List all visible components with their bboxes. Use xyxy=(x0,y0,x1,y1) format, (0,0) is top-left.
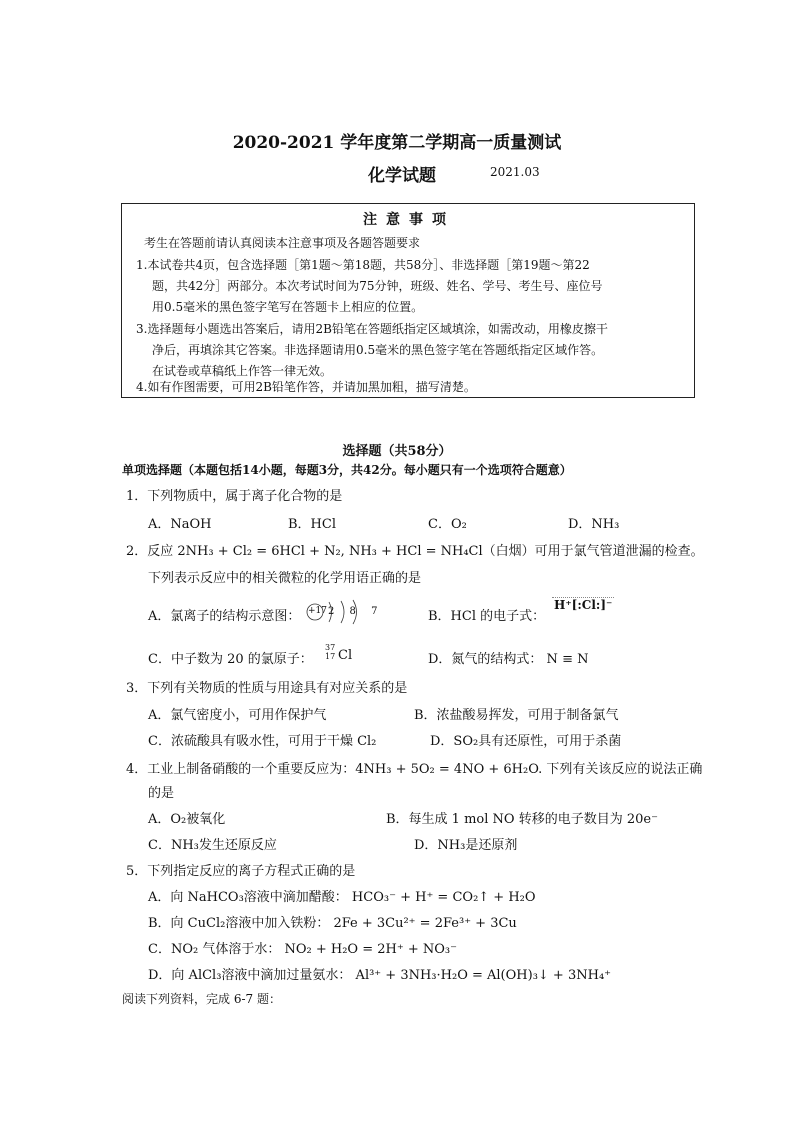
q3-option-b: B．浓盐酸易挥发，可用于制备氯气 xyxy=(414,708,619,723)
notice-line: 题，共42分］两部分。本次考试时间为75分钟，班级、姓名、学号、考生号、座位号 xyxy=(152,279,603,293)
q5-option-a: A．向 NaHCO₃溶液中滴加醋酸： HCO₃⁻ + H⁺ = CO₂↑ + H₂O xyxy=(148,890,536,905)
shell-labels: 2 8 7 xyxy=(328,606,384,617)
notice-heading: 注意事项 xyxy=(363,212,455,228)
hcl-electron-formula: H⁺[:Cl:]⁻ xyxy=(554,598,613,612)
notice-line: 考生在答题前请认真阅读本注意事项及各题答题要求 xyxy=(144,236,421,250)
q5-stem: 5．下列指定反应的离子方程式正确的是 xyxy=(126,864,356,879)
exam-subtitle: 化学试题 xyxy=(368,166,436,186)
q1-option-d: D．NH₃ xyxy=(568,517,620,532)
exam-title: 2020-2021 学年度第二学期高一质量测试 xyxy=(232,133,562,153)
notice-line: 3.选择题每小题选出答案后，请用2B铅笔在答题纸指定区域填涂，如需改动，用橡皮擦干 xyxy=(136,322,608,336)
notice-line: 在试卷或草稿纸上作答一律无效。 xyxy=(152,364,333,378)
reading-instruction: 阅读下列资料，完成 6-7 题： xyxy=(122,992,281,1006)
q1-option-a: A．NaOH xyxy=(148,517,212,532)
q2-option-c: C．中子数为 20 的氯原子： xyxy=(148,652,313,667)
isotope-numbers: 37 17 xyxy=(325,643,336,661)
q3-option-c: C．浓硫酸具有吸水性，可用于干燥 Cl₂ xyxy=(148,734,377,749)
q1-option-b: B．HCl xyxy=(288,517,336,532)
q3-option-a: A．氯气密度小，可用作保护气 xyxy=(148,708,327,723)
q2-option-b: B．HCl 的电子式： xyxy=(428,609,546,624)
notice-line: 4.如有作图需要，可用2B铅笔作答，并请加黑加粗，描写清楚。 xyxy=(136,380,476,394)
section-title: 选择题（共58分） xyxy=(342,444,452,459)
notice-line: 净后，再填涂其它答案。非选择题请用0.5毫米的黑色签字笔在答题纸指定区域作答。 xyxy=(152,343,604,357)
notice-box xyxy=(121,203,695,398)
q4-option-a: A．O₂被氧化 xyxy=(148,812,226,827)
q5-option-d: D．向 AlCl₃溶液中滴加过量氨水： Al³⁺ + 3NH₃·H₂O = Al(OH)₃↓ + 3NH₄⁺ xyxy=(148,968,612,983)
q2-option-d: D．氮气的结构式： N ≡ N xyxy=(428,652,589,667)
exam-date: 2021.03 xyxy=(490,165,540,179)
q4-stem: 的是 xyxy=(148,786,175,801)
notice-line: 1.本试卷共4页，包含选择题［第1题～第18题，共58分］、非选择题［第19题～第22 xyxy=(136,258,590,272)
q4-option-d: D．NH₃是还原剂 xyxy=(414,838,518,853)
q5-option-c: C．NO₂ 气体溶于水： NO₂ + H₂O = 2H⁺ + NO₃⁻ xyxy=(148,942,457,957)
q2-option-a: A．氯离子的结构示意图： xyxy=(148,609,301,624)
isotope-symbol: Cl xyxy=(338,648,353,663)
q1-stem: 1．下列物质中，属于离子化合物的是 xyxy=(126,489,343,504)
q4-stem: 4．工业上制备硝酸的一个重要反应为：4NH₃ + 5O₂ = 4NO + 6H₂O. 下列有关该反应的说法正确 xyxy=(126,762,703,777)
q5-option-b: B．向 CuCl₂溶液中加入铁粉： 2Fe + 3Cu²⁺ = 2Fe³⁺ + 3Cu xyxy=(148,916,517,931)
nucleus-label: +17 xyxy=(308,606,327,616)
q3-stem: 3．下列有关物质的性质与用途具有对应关系的是 xyxy=(126,681,408,696)
q1-option-c: C．O₂ xyxy=(428,517,467,532)
q3-option-d: D．SO₂具有还原性，可用于杀菌 xyxy=(430,734,622,749)
notice-line: 用0.5毫米的黑色签字笔写在答题卡上相应的位置。 xyxy=(152,300,424,314)
section-subtitle: 单项选择题（本题包括14小题，每题3分，共42分。每小题只有一个选项符合题意） xyxy=(122,463,572,477)
q2-stem: 下列表示反应中的相关微粒的化学用语正确的是 xyxy=(148,571,422,586)
q4-option-c: C．NH₃发生还原反应 xyxy=(148,838,277,853)
q4-option-b: B．每生成 1 mol NO 转移的电子数目为 20e⁻ xyxy=(386,812,658,827)
q2-stem: 2．反应 2NH₃ + Cl₂ = 6HCl + N₂, NH₃ + HCl = NH₄Cl（白烟）可用于氯气管道泄漏的检查。 xyxy=(126,544,704,559)
